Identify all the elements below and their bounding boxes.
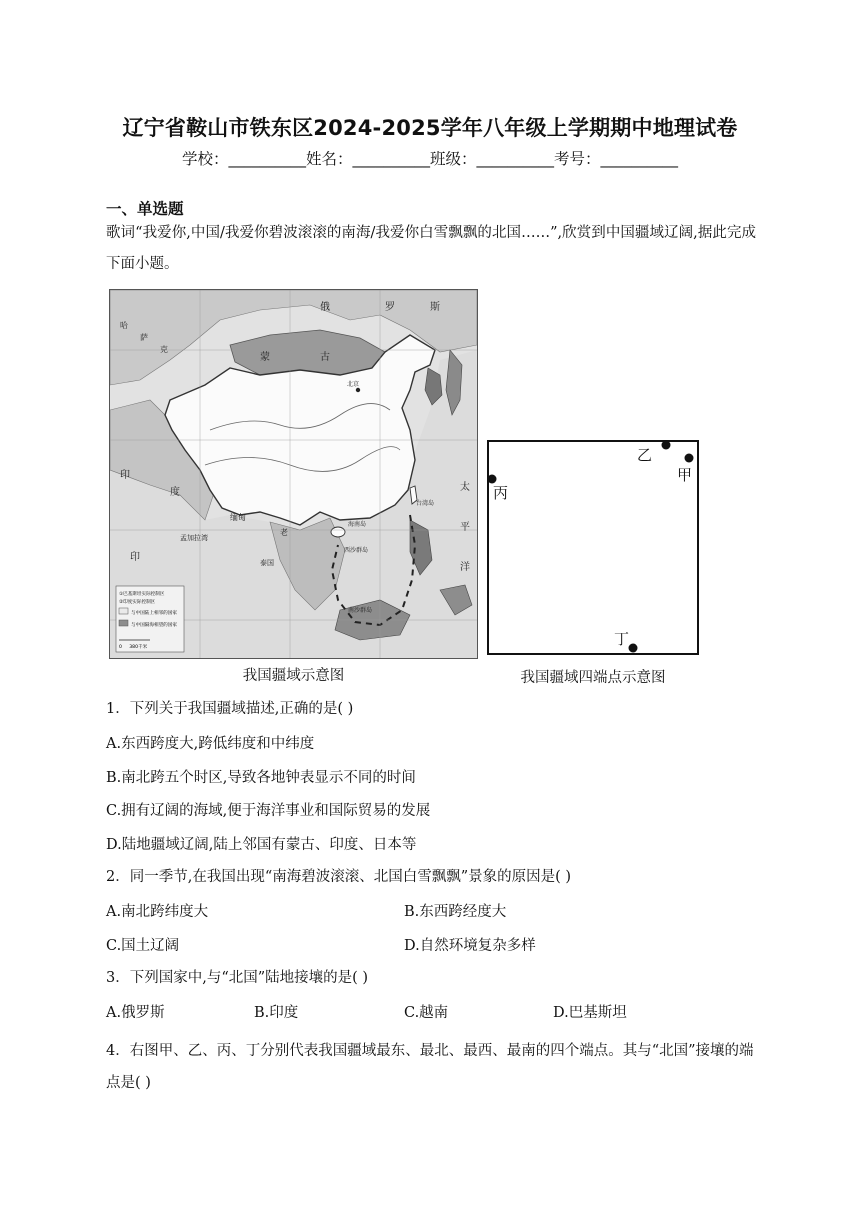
label-mongolia-1: 蒙 [260, 352, 270, 363]
label-pacific-1: 太 [460, 482, 470, 493]
point-yi [662, 441, 671, 450]
label-pacific-3: 洋 [460, 562, 470, 573]
label-bengal: 孟加拉湾 [180, 534, 208, 542]
map2-caption: 我国疆域四端点示意图 [520, 670, 666, 686]
label-kazakh-1: 哈 [120, 321, 128, 330]
extreme-points-diagram [487, 440, 699, 655]
question-3-stem: 3．下列国家中,与“北国”陆地接壤的是( ) [106, 970, 369, 986]
q2-option-d: D.自然环境复杂多样 [404, 938, 536, 954]
map1-caption: 我国疆域示意图 [242, 668, 345, 684]
label-russia-1: 俄 [320, 302, 330, 313]
legend-scale: 0 380千米 [119, 645, 148, 650]
label-bing: 丙 [493, 484, 509, 502]
q1-option-a: A.东西跨度大,跨低纬度和中纬度 [106, 736, 315, 752]
q3-option-c: C.越南 [404, 1005, 449, 1021]
question-1-stem: 1．下列关于我国疆域描述,正确的是( ) [106, 701, 354, 717]
exam-title: 辽宁省鞍山市铁东区2024-2025学年八年级上学期期中地理试卷 [122, 116, 738, 140]
label-russia-3: 斯 [430, 302, 440, 313]
label-russia-2: 罗 [385, 302, 395, 313]
label-laos: 老 [280, 528, 288, 537]
label-mongolia-2: 古 [320, 352, 330, 363]
label-nansha: 南沙群岛 [348, 607, 373, 614]
legend-item-1: ①巴基斯坦实际控制区 [119, 592, 165, 597]
q2-option-a: A.南北跨纬度大 [106, 904, 209, 920]
point-bing [488, 475, 497, 484]
point-jia [685, 454, 694, 463]
question-4-stem: 4．右图甲、乙、丙、丁分别代表我国疆域最东、最北、最西、最南的四个端点。其与“北国”接壤的端点是( ) [106, 1043, 754, 1091]
q2-option-c: C.国土辽阔 [106, 938, 180, 954]
q2-option-b: B.东西跨经度大 [404, 904, 507, 920]
legend-item-2: ②印度实际控制区 [119, 600, 156, 605]
label-kazakh-3: 克 [160, 345, 168, 354]
legend-item-3: 与中国陆上相邻的国家 [131, 611, 177, 616]
label-kazakh-2: 萨 [140, 333, 148, 342]
intro-paragraph: 歌词“我爱你,中国/我爱你碧波滚滚的南海/我爱你白雪飘飘的北国……”,欣赏到中国疆域辽阔,据此完成下面小题。 [106, 225, 756, 272]
label-india-2: 度 [170, 487, 180, 498]
china-territory-map [109, 289, 478, 659]
label-myanmar: 缅甸 [230, 513, 246, 522]
label-xisha: 西沙群岛 [344, 547, 369, 554]
q3-option-a: A.俄罗斯 [106, 1005, 165, 1021]
label-taiwan: 台湾岛 [416, 500, 435, 507]
section-heading: 一、单选题 [106, 200, 184, 218]
q1-option-c: C.拥有辽阔的海域,便于海洋事业和国际贸易的发展 [106, 803, 431, 819]
question-2-stem: 2．同一季节,在我国出现“南海碧波滚滚、北国白雪飘飘”景象的原因是( ) [106, 869, 572, 885]
q1-option-b: B.南北跨五个时区,导致各地钟表显示不同的时间 [106, 770, 416, 786]
q3-option-d: D.巴基斯坦 [553, 1005, 627, 1021]
label-yi: 乙 [637, 446, 653, 464]
label-jia: 甲 [677, 466, 693, 484]
legend-item-4: 与中国隔海相望的国家 [131, 623, 177, 628]
label-hainan: 海南岛 [348, 521, 367, 528]
q1-option-d: D.陆地疆域辽阔,陆上邻国有蒙古、印度、日本等 [106, 837, 417, 853]
label-thailand: 泰国 [260, 559, 274, 567]
map-legend [116, 586, 184, 652]
label-india-1: 印 [120, 470, 130, 481]
student-info-line: 学校：__________姓名：__________班级：__________考号：__________ [181, 150, 678, 168]
label-indian-ocean: 印 [130, 552, 140, 563]
label-pacific-2: 平 [460, 522, 470, 533]
q3-option-b: B.印度 [254, 1005, 299, 1021]
point-ding [629, 644, 638, 653]
label-ding: 丁 [614, 630, 630, 648]
label-beijing: 北京 [347, 381, 360, 388]
